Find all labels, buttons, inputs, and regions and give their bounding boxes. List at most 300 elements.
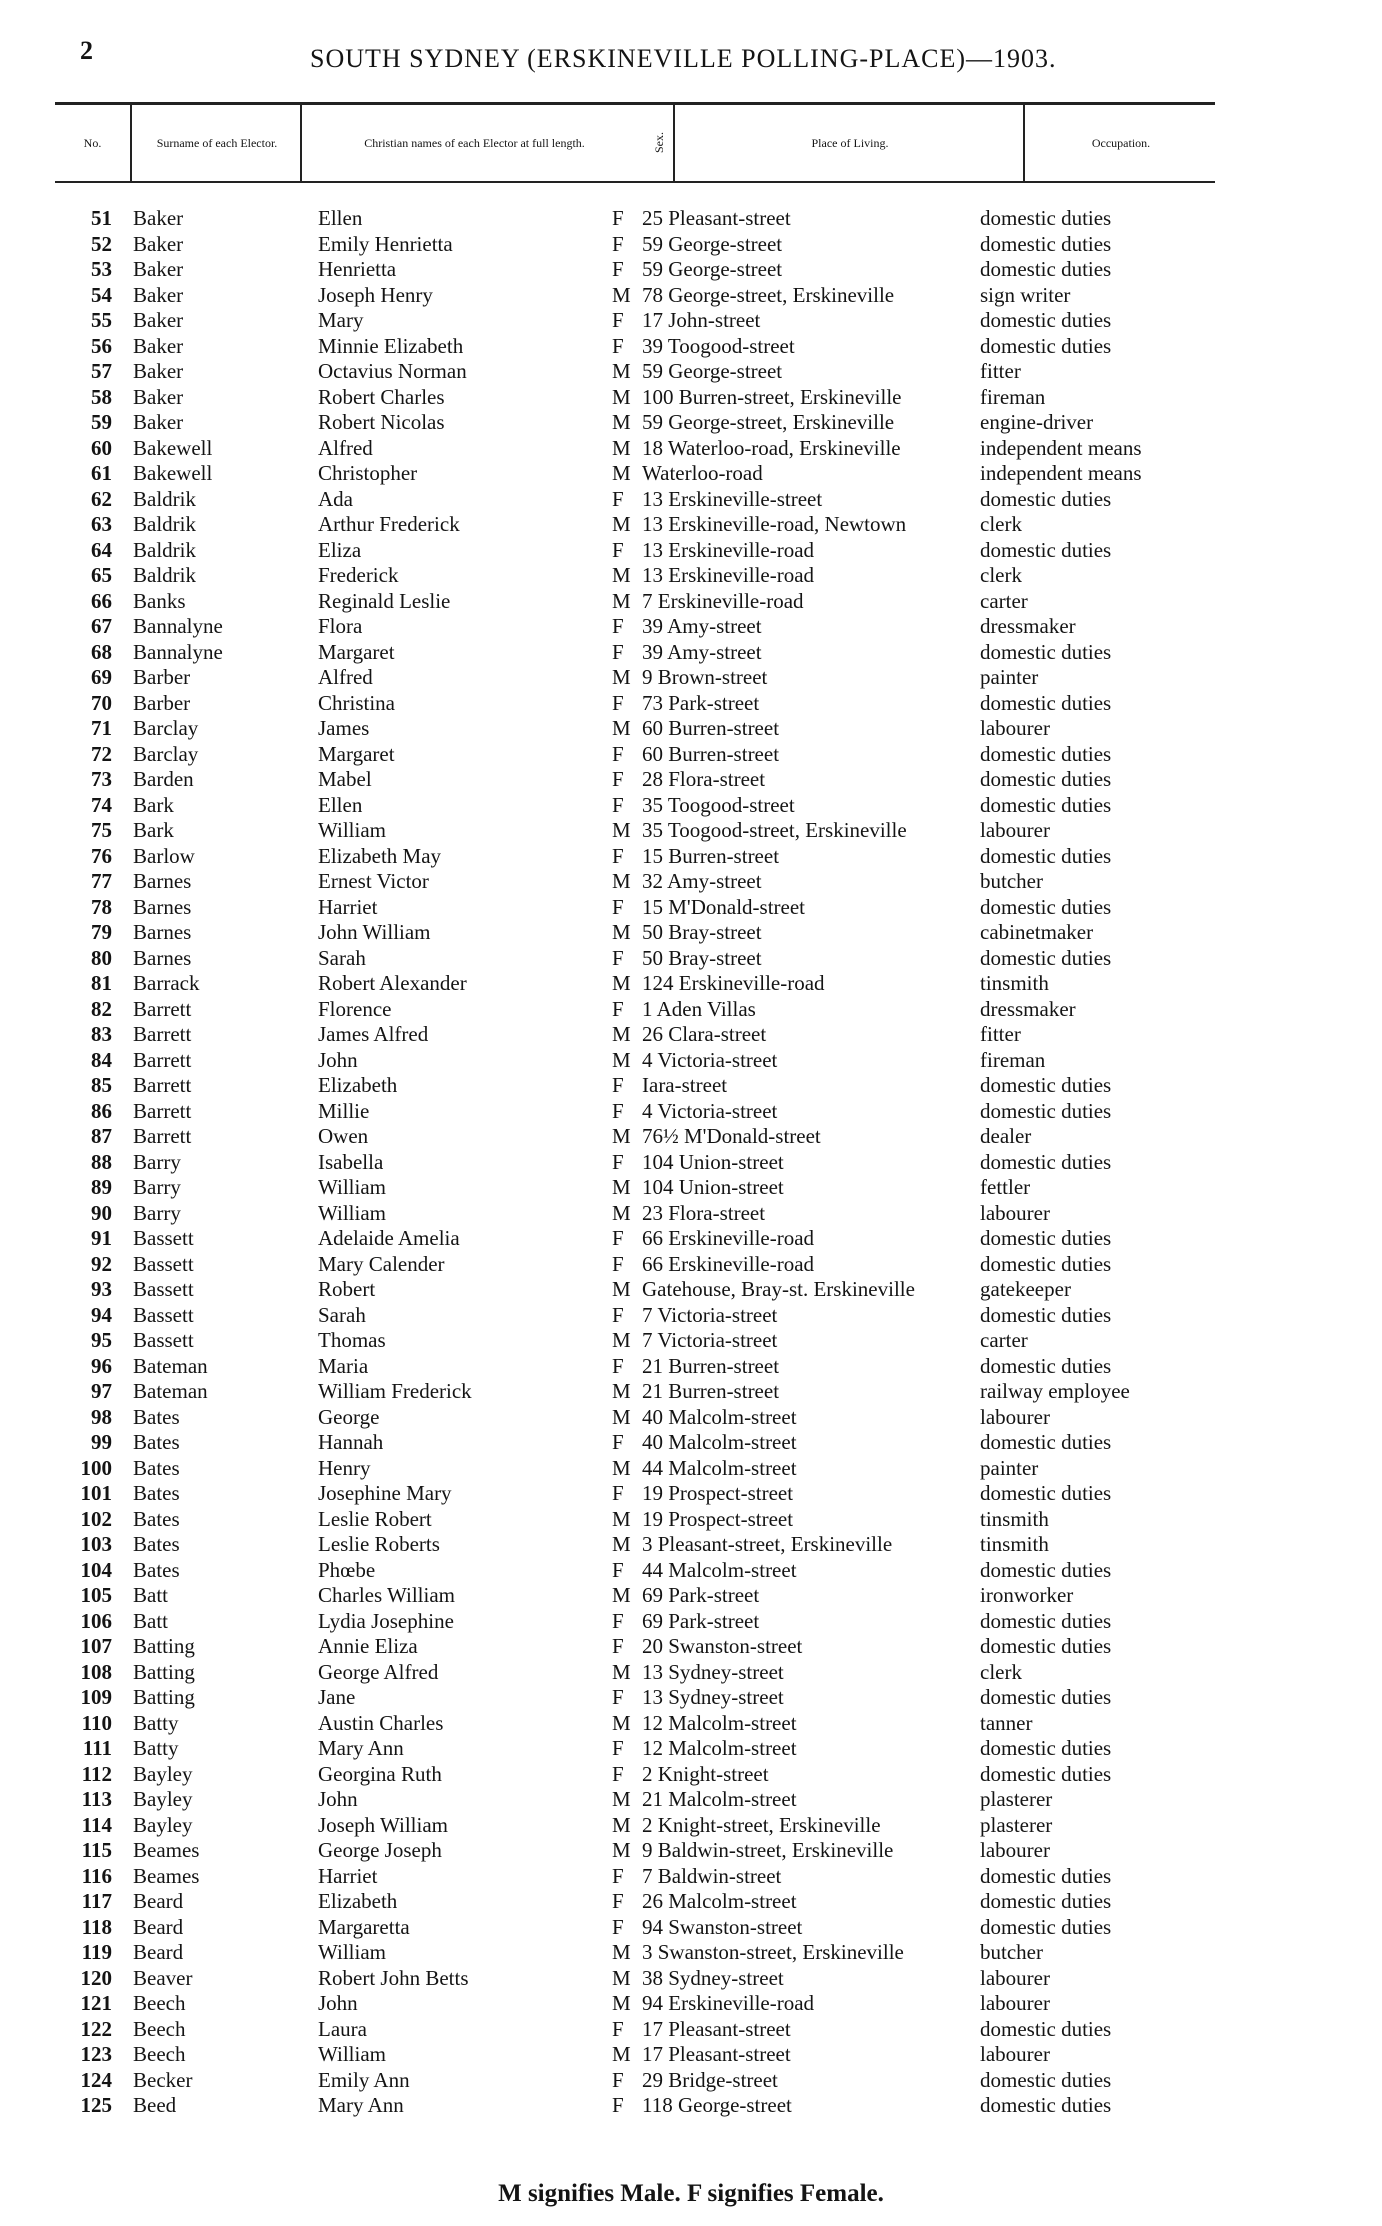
elector-place-of-living: 7 Victoria-street [642,1302,778,1327]
table-row [0,1328,1382,1354]
elector-number: 94 [91,1302,112,1327]
elector-sex: F [612,1863,624,1888]
elector-number: 112 [81,1761,112,1786]
elector-number: 97 [91,1379,112,1403]
elector-christian-names: William [318,818,386,842]
elector-sex: M [612,971,631,995]
elector-sex: F [612,1634,624,1658]
elector-sex: M [612,818,631,842]
elector-christian-names: Phœbe [318,1557,376,1582]
table-row [0,1379,1382,1405]
table-row [0,589,1382,615]
elector-occupation: painter [980,1455,1039,1480]
elector-sex: F [612,1608,624,1633]
elector-surname: Beames [133,1838,200,1862]
elector-christian-names: Austin Charles [318,1710,444,1735]
elector-surname: Barden [133,767,194,791]
elector-surname: Bates [133,1430,180,1454]
table-row [0,1405,1382,1431]
elector-sex: M [612,1812,631,1837]
elector-place-of-living: 59 George-street [642,257,783,281]
elector-place-of-living: 17 Pleasant-street [642,2016,791,2041]
elector-surname: Beaver [133,1965,193,1990]
table-row [0,818,1382,844]
elector-christian-names: Leslie Robert [318,1506,432,1531]
elector-surname: Bark [133,792,174,817]
elector-sex: M [612,1175,631,1199]
elector-place-of-living: 60 Burren-street [642,741,780,766]
elector-sex: F [612,639,624,664]
elector-sex: M [612,461,631,485]
elector-surname: Batt [133,1583,168,1607]
table-row [0,1838,1382,1864]
elector-place-of-living: 39 Amy-street [642,639,762,664]
elector-christian-names: Robert Nicolas [318,410,445,434]
elector-number: 88 [91,1149,112,1174]
table-row [0,1991,1382,2017]
elector-surname: Beard [133,1914,184,1939]
elector-sex: M [612,1532,631,1556]
elector-sex: F [612,1251,624,1276]
elector-christian-names: Elizabeth [318,1073,398,1097]
elector-surname: Barlow [133,843,195,868]
elector-number: 78 [91,894,112,919]
table-row [0,1252,1382,1278]
elector-christian-names: Mary Ann [318,2093,404,2117]
elector-occupation: domestic duties [980,1557,1112,1582]
elector-occupation: domestic duties [980,1863,1112,1888]
elector-surname: Bannalyne [133,614,223,638]
elector-christian-names: Florence [318,996,392,1021]
elector-sex: M [612,1200,631,1225]
elector-sex: F [612,2093,624,2117]
table-row [0,1175,1382,1201]
elector-sex: F [612,1889,624,1913]
elector-sex: F [612,1914,624,1939]
elector-surname: Baker [133,206,184,230]
elector-occupation: fitter [980,359,1021,383]
elector-place-of-living: 7 Erskineville-road [642,588,804,613]
elector-number: 76 [91,843,112,868]
elector-number: 107 [80,1634,112,1658]
elector-christian-names: Isabella [318,1149,384,1174]
table-row [0,436,1382,462]
elector-surname: Bassett [133,1226,194,1250]
elector-occupation: domestic duties [980,1889,1112,1913]
elector-surname: Batty [133,1710,179,1735]
elector-number: 121 [80,1991,112,2015]
table-row [0,691,1382,717]
elector-place-of-living: 78 George-street, Erskineville [642,282,895,307]
elector-christian-names: Harriet [318,1863,378,1888]
elector-surname: Becker [133,2067,193,2092]
elector-occupation: dressmaker [980,614,1076,638]
elector-surname: Bassett [133,1328,194,1352]
table-row [0,2042,1382,2068]
elector-christian-names: Ernest Victor [318,869,429,893]
elector-number: 74 [91,792,112,817]
elector-sex: F [612,894,624,919]
elector-christian-names: William [318,1940,386,1964]
elector-number: 85 [91,1073,112,1097]
elector-sex: M [612,1022,631,1046]
elector-number: 118 [81,1914,112,1939]
elector-number: 108 [80,1659,112,1684]
elector-surname: Banks [133,588,186,613]
elector-place-of-living: 23 Flora-street [642,1200,766,1225]
elector-number: 56 [91,333,112,358]
elector-number: 113 [81,1787,112,1811]
elector-place-of-living: 9 Baldwin-street, Erskineville [642,1838,894,1862]
elector-surname: Bakewell [133,435,213,460]
elector-christian-names: William [318,1200,386,1225]
elector-sex: F [612,996,624,1021]
elector-christian-names: Henry [318,1455,371,1480]
elector-surname: Baker [133,359,184,383]
table-row [0,487,1382,513]
elector-number: 86 [91,1098,112,1123]
table-row [0,461,1382,487]
elector-number: 68 [91,639,112,664]
elector-sex: M [612,1965,631,1990]
elector-surname: Barrett [133,1124,192,1148]
elector-occupation: domestic duties [980,206,1112,230]
elector-occupation: domestic duties [980,1736,1112,1760]
elector-christian-names: Georgina Ruth [318,1761,442,1786]
table-row [0,1507,1382,1533]
table-row [0,538,1382,564]
elector-number: 123 [80,2042,112,2066]
table-row [0,665,1382,691]
elector-number: 106 [80,1608,112,1633]
elector-surname: Bark [133,818,174,842]
table-row [0,512,1382,538]
elector-christian-names: Joseph Henry [318,282,433,307]
table-row [0,844,1382,870]
elector-sex: F [612,1685,624,1709]
table-row [0,410,1382,436]
table-row [0,1558,1382,1584]
elector-christian-names: Alfred [318,435,373,460]
table-row [0,1303,1382,1329]
elector-christian-names: Leslie Roberts [318,1532,440,1556]
elector-place-of-living: 35 Toogood-street, Erskineville [642,818,907,842]
elector-occupation: labourer [980,1200,1050,1225]
elector-occupation: domestic duties [980,1430,1112,1454]
table-header [55,102,1215,183]
elector-sex: M [612,2042,631,2066]
elector-occupation: domestic duties [980,1149,1112,1174]
table-row [0,997,1382,1023]
elector-place-of-living: 39 Toogood-street [642,333,795,358]
electoral-roll-list [0,206,1382,2119]
table-row [0,1430,1382,1456]
elector-number: 120 [80,1965,112,1990]
table-row [0,1660,1382,1686]
elector-number: 87 [91,1124,112,1148]
table-row [0,2093,1382,2119]
elector-occupation: domestic duties [980,257,1112,281]
elector-occupation: domestic duties [980,486,1112,511]
elector-surname: Barrett [133,1047,192,1072]
elector-sex: M [612,359,631,383]
elector-christian-names: Emily Ann [318,2067,410,2092]
header-surname: Surname of each Elector. [130,105,302,181]
elector-number: 92 [91,1251,112,1276]
elector-occupation: labourer [980,1838,1050,1862]
elector-surname: Barrett [133,996,192,1021]
elector-christian-names: Annie Eliza [318,1634,418,1658]
elector-number: 52 [91,231,112,256]
elector-place-of-living: 60 Burren-street [642,716,780,740]
elector-surname: Bates [133,1532,180,1556]
elector-number: 57 [91,359,112,383]
elector-number: 102 [80,1506,112,1531]
table-row [0,1634,1382,1660]
elector-surname: Barrack [133,971,200,995]
elector-sex: M [612,1838,631,1862]
elector-occupation: domestic duties [980,1914,1112,1939]
elector-sex: F [612,333,624,358]
elector-sex: F [612,1073,624,1097]
elector-occupation: domestic duties [980,741,1112,766]
elector-occupation: labourer [980,1965,1050,1990]
page-title: SOUTH SYDNEY (ERSKINEVILLE POLLING-PLACE)—1903. [310,44,1057,73]
elector-occupation: plasterer [980,1812,1053,1837]
elector-christian-names: Margaret [318,741,395,766]
elector-number: 95 [91,1328,112,1352]
elector-sex: M [612,1455,631,1480]
elector-occupation: domestic duties [980,1685,1112,1709]
elector-christian-names: Margaret [318,639,395,664]
elector-christian-names: Elizabeth May [318,843,442,868]
table-row [0,1073,1382,1099]
table-row [0,971,1382,997]
elector-place-of-living: 66 Erskineville-road [642,1226,815,1250]
table-row [0,614,1382,640]
elector-occupation: domestic duties [980,690,1112,715]
elector-surname: Barnes [133,869,192,893]
elector-occupation: fireman [980,1047,1046,1072]
elector-place-of-living: 94 Swanston-street [642,1914,803,1939]
table-row [0,1915,1382,1941]
elector-sex: M [612,384,631,409]
elector-place-of-living: 3 Pleasant-street, Erskineville [642,1532,893,1556]
elector-place-of-living: 44 Malcolm-street [642,1455,797,1480]
elector-place-of-living: 21 Malcolm-street [642,1787,797,1811]
elector-surname: Barrett [133,1022,192,1046]
sex-legend: M signifies Male. F signifies Female. [498,2180,884,2207]
elector-surname: Bates [133,1557,180,1582]
elector-number: 70 [91,690,112,715]
elector-number: 82 [91,996,112,1021]
header-no: No. [83,136,102,150]
elector-place-of-living: 7 Victoria-street [642,1328,778,1352]
table-row [0,742,1382,768]
elector-sex: M [612,1940,631,1964]
elector-sex: F [612,231,624,256]
elector-place-of-living: 38 Sydney-street [642,1965,784,1990]
elector-surname: Baker [133,231,184,256]
elector-number: 114 [81,1812,112,1837]
header-place-of-living: Place of Living. [673,105,1025,181]
table-row [0,640,1382,666]
elector-number: 67 [91,614,112,638]
elector-occupation: engine-driver [980,410,1094,434]
elector-place-of-living: 104 Union-street [642,1149,784,1174]
elector-christian-names: Laura [318,2016,367,2041]
elector-sex: F [612,741,624,766]
elector-number: 61 [91,461,112,485]
elector-sex: F [612,792,624,817]
elector-sex: M [612,1277,631,1301]
elector-place-of-living: 2 Knight-street [642,1761,769,1786]
table-row [0,1354,1382,1380]
elector-sex: M [612,1047,631,1072]
elector-place-of-living: 19 Prospect-street [642,1481,794,1505]
elector-occupation: painter [980,665,1039,689]
elector-sex: F [612,614,624,638]
elector-sex: F [612,1761,624,1786]
elector-sex: F [612,1557,624,1582]
elector-christian-names: Minnie Elizabeth [318,333,464,358]
elector-christian-names: Christopher [318,461,418,485]
elector-sex: F [612,486,624,511]
elector-place-of-living: 44 Malcolm-street [642,1557,797,1582]
elector-occupation: domestic duties [980,333,1112,358]
elector-occupation: domestic duties [980,2016,1112,2041]
table-row [0,257,1382,283]
elector-surname: Barnes [133,894,192,919]
elector-number: 103 [80,1532,112,1556]
elector-occupation: clerk [980,1659,1022,1684]
elector-place-of-living: 39 Amy-street [642,614,762,638]
elector-christian-names: Frederick [318,563,399,587]
elector-occupation: carter [980,1328,1028,1352]
elector-surname: Beed [133,2093,177,2117]
elector-occupation: domestic duties [980,639,1112,664]
elector-surname: Bassett [133,1302,194,1327]
table-row [0,1226,1382,1252]
elector-place-of-living: 73 Park-street [642,690,760,715]
elector-place-of-living: 28 Flora-street [642,767,766,791]
elector-christian-names: Joseph William [318,1812,449,1837]
elector-number: 84 [91,1047,112,1072]
elector-sex: M [612,588,631,613]
table-row [0,359,1382,385]
elector-christian-names: Octavius Norman [318,359,467,383]
table-row [0,1201,1382,1227]
elector-occupation: domestic duties [980,1302,1112,1327]
elector-place-of-living: 29 Bridge-street [642,2067,778,2092]
elector-sex: F [612,257,624,281]
elector-place-of-living: Gatehouse, Bray-st. Erskineville [642,1277,915,1301]
elector-sex: M [612,1404,631,1429]
elector-place-of-living: Iara-street [642,1073,728,1097]
elector-christian-names: Harriet [318,894,378,919]
elector-sex: M [612,869,631,893]
elector-place-of-living: 4 Victoria-street [642,1098,778,1123]
elector-sex: F [612,1353,624,1378]
elector-number: 98 [91,1404,112,1429]
elector-place-of-living: 12 Malcolm-street [642,1710,797,1735]
elector-surname: Barnes [133,920,192,944]
table-row [0,716,1382,742]
elector-place-of-living: 12 Malcolm-street [642,1736,797,1760]
elector-surname: Baker [133,384,184,409]
elector-sex: M [612,920,631,944]
table-row [0,1685,1382,1711]
elector-place-of-living: 9 Brown-street [642,665,768,689]
elector-sex: M [612,1124,631,1148]
elector-sex: F [612,1430,624,1454]
elector-christian-names: Ellen [318,206,363,230]
elector-number: 116 [81,1863,112,1888]
elector-christian-names: Flora [318,614,363,638]
elector-place-of-living: 17 John-street [642,308,761,332]
elector-sex: M [612,512,631,536]
elector-surname: Beech [133,1991,186,2015]
table-row [0,2017,1382,2043]
elector-occupation: domestic duties [980,1761,1112,1786]
elector-place-of-living: 20 Swanston-street [642,1634,803,1658]
elector-number: 101 [80,1481,112,1505]
elector-surname: Batting [133,1685,195,1709]
elector-occupation: domestic duties [980,1226,1112,1250]
header-sex: Sex. [645,105,675,181]
elector-christian-names: Jane [318,1685,356,1709]
elector-occupation: domestic duties [980,1608,1112,1633]
elector-number: 72 [91,741,112,766]
elector-place-of-living: 32 Amy-street [642,869,762,893]
elector-surname: Barry [133,1200,181,1225]
elector-christian-names: Thomas [318,1328,386,1352]
table-row [0,1150,1382,1176]
elector-sex: F [612,1736,624,1760]
elector-christian-names: William [318,2042,386,2066]
elector-number: 51 [91,206,112,230]
elector-christian-names: George Alfred [318,1659,439,1684]
elector-surname: Batting [133,1659,195,1684]
elector-number: 117 [81,1889,112,1913]
elector-place-of-living: 7 Baldwin-street [642,1863,782,1888]
elector-number: 122 [80,2016,112,2041]
elector-surname: Barry [133,1149,181,1174]
elector-surname: Baker [133,333,184,358]
elector-number: 71 [91,716,112,740]
elector-surname: Bates [133,1481,180,1505]
elector-occupation: tinsmith [980,1506,1049,1531]
elector-occupation: fettler [980,1175,1031,1199]
elector-occupation: labourer [980,1404,1050,1429]
elector-surname: Bateman [133,1353,208,1378]
elector-sex: F [612,767,624,791]
elector-number: 55 [91,308,112,332]
elector-surname: Barrett [133,1073,192,1097]
elector-number: 54 [91,282,112,307]
elector-christian-names: Eliza [318,537,362,562]
elector-surname: Barry [133,1175,181,1199]
elector-place-of-living: 118 George-street [642,2093,792,2117]
elector-place-of-living: 21 Burren-street [642,1379,780,1403]
elector-occupation: fitter [980,1022,1021,1046]
table-row [0,1813,1382,1839]
elector-number: 124 [80,2067,112,2092]
elector-christian-names: John [318,1047,358,1072]
elector-occupation: gatekeeper [980,1277,1071,1301]
elector-surname: Barclay [133,741,199,766]
elector-number: 75 [91,818,112,842]
